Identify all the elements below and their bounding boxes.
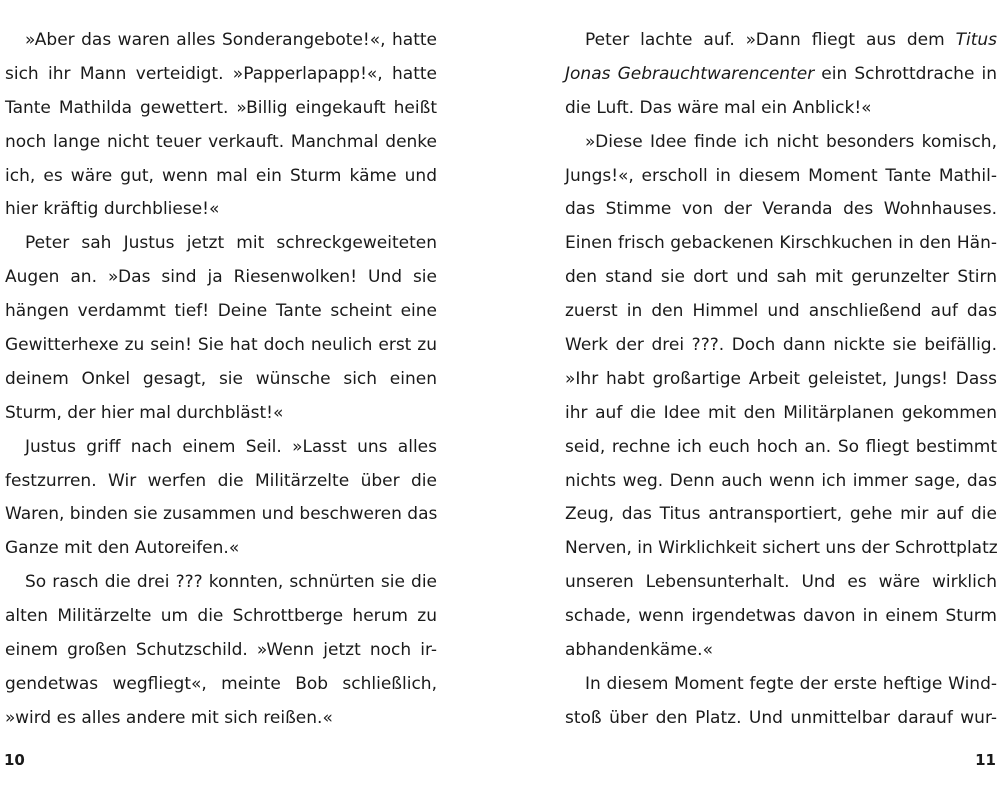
text-line: Einen frisch gebackenen Kirschkuchen in den Hän- bbox=[565, 233, 997, 254]
text-fragment: Peter lachte auf. »Dann fliegt aus dem bbox=[585, 30, 956, 50]
text-line: Augen an. »Das sind ja Riesenwolken! Und sie bbox=[5, 267, 437, 288]
text-line: stoß über den Platz. Und unmittelbar darauf wur- bbox=[565, 707, 997, 728]
text-line: schade, wenn irgendetwas davon in einem Sturm bbox=[565, 606, 997, 627]
text-fragment: ein Schrottdrache in bbox=[814, 63, 998, 84]
text-line: So rasch die drei ??? konnten, schnürten sie die bbox=[25, 572, 437, 593]
text-line: In diesem Moment fegte der erste heftige Wind- bbox=[585, 673, 997, 694]
text-line: Waren, binden sie zusammen und beschweren das bbox=[5, 504, 438, 525]
text-line: Peter sah Justus jetzt mit schreckgeweiteten bbox=[25, 233, 437, 254]
text-line: Sturm, der hier mal durchbläst!« bbox=[5, 402, 284, 423]
text-line: Zeug, das Titus antransportiert, gehe mir auf die bbox=[565, 504, 997, 525]
text-line: ich, es wäre gut, wenn mal ein Sturm käme und bbox=[5, 165, 437, 186]
left-page-text bbox=[5, 24, 437, 736]
text-line bbox=[565, 24, 997, 58]
text-line: Justus griff nach einem Seil. »Lasst uns alles bbox=[25, 436, 437, 457]
text-line: alten Militärzelte um die Schrottberge herum zu bbox=[5, 606, 437, 627]
text-line: »Ihr habt großartige Arbeit geleistet, Jungs! Dass bbox=[565, 368, 997, 389]
text-line: den stand sie dort und sah mit gerunzelter Stirn bbox=[565, 267, 997, 288]
text-line: gendetwas wegfliegt«, meinte Bob schließlich, bbox=[5, 673, 437, 694]
text-line: festzurren. Wir werfen die Militärzelte über die bbox=[5, 470, 437, 491]
text-line: Jungs!«, erscholl in diesem Moment Tante Mathil- bbox=[565, 165, 997, 186]
text-line: das Stimme von der Veranda des Wohnhauses. bbox=[565, 199, 997, 220]
text-line: seid, rechne ich euch hoch an. So fliegt bestimmt bbox=[565, 436, 997, 457]
text-line: abhandenkäme.« bbox=[565, 640, 713, 661]
left-page-number: 10 bbox=[4, 751, 25, 769]
text-line: deinem Onkel gesagt, sie wünsche sich einen bbox=[5, 368, 437, 389]
italic-text: Jonas Gebrauchtwarencenter bbox=[565, 63, 815, 84]
text-line: Nerven, in Wirklichkeit sichert uns der Schrottplatz bbox=[565, 538, 998, 559]
text-line: »Diese Idee finde ich nicht besonders komisch, bbox=[585, 131, 997, 152]
text-line: einem großen Schutzschild. »Wenn jetzt noch ir- bbox=[5, 640, 437, 661]
text-line: hier kräftig durchbliese!« bbox=[5, 199, 220, 220]
italic-text: Titus bbox=[955, 30, 997, 50]
text-line: hängen verdammt tief! Deine Tante scheint eine bbox=[5, 301, 437, 322]
text-line: Werk der drei ???. Doch dann nickte sie beifällig. bbox=[565, 335, 997, 356]
text-line: nichts weg. Denn auch wenn ich immer sage, das bbox=[565, 470, 997, 491]
text-line: die Luft. Das wäre mal ein Anblick!« bbox=[565, 97, 872, 118]
text-line bbox=[565, 58, 997, 92]
right-page-text bbox=[565, 24, 997, 736]
text-line: Tante Mathilda gewettert. »Billig eingekauft heißt bbox=[5, 97, 437, 118]
text-line: sich ihr Mann verteidigt. »Papperlapapp!«, hatte bbox=[5, 63, 437, 84]
text-line: ihr auf die Idee mit den Militärplanen gekommen bbox=[565, 402, 997, 423]
text-line: zuerst in den Himmel und anschließend auf das bbox=[565, 301, 997, 322]
text-line: noch lange nicht teuer verkauft. Manchmal denke bbox=[5, 131, 437, 152]
right-page-number: 11 bbox=[975, 751, 996, 769]
text-line: Gewitterhexe zu sein! Sie hat doch neulich erst zu bbox=[5, 335, 437, 356]
text-line: Ganze mit den Autoreifen.« bbox=[5, 538, 240, 559]
text-line: »wird es alles andere mit sich reißen.« bbox=[5, 707, 333, 728]
text-line: unseren Lebensunterhalt. Und es wäre wirklich bbox=[565, 572, 997, 593]
text-line: »Aber das waren alles Sonderangebote!«, hatte bbox=[25, 30, 437, 50]
